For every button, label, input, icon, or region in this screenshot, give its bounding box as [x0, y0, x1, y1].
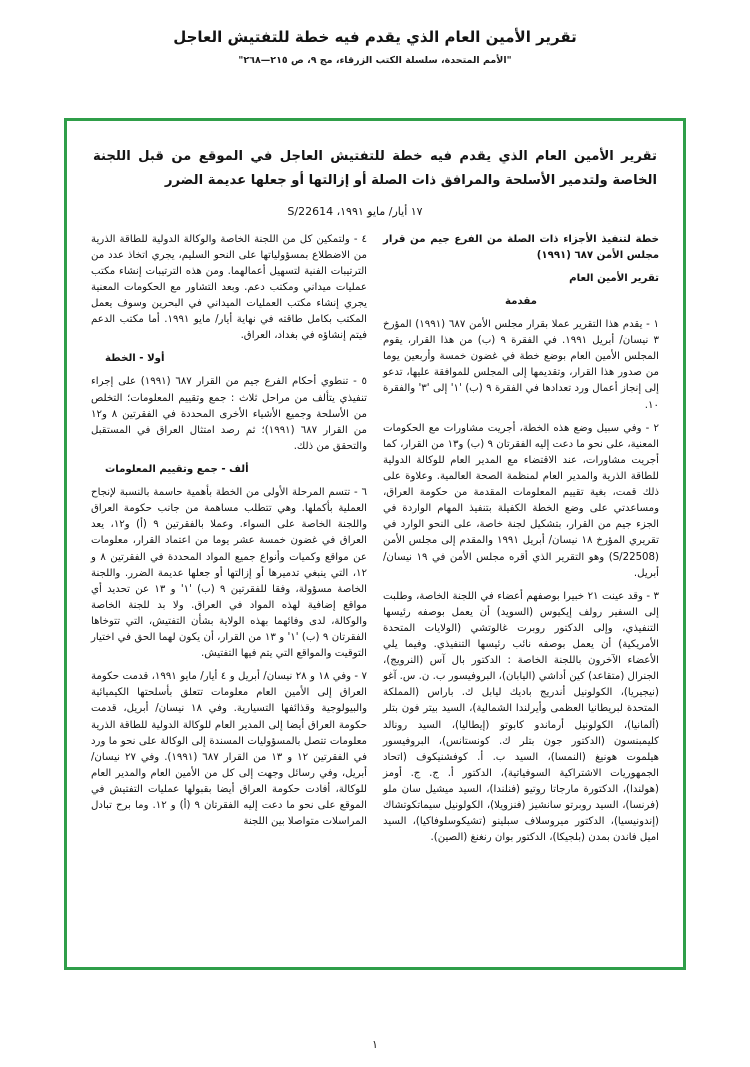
section-heading-alef: ألف - جمع وتقييم المعلومات	[105, 463, 249, 475]
green-border-frame	[64, 118, 686, 970]
introduction-heading: مقدمة	[504, 295, 537, 307]
column-right	[383, 232, 659, 854]
report-by-line: تقرير الأمين العام	[569, 272, 659, 284]
column-left	[91, 232, 367, 854]
section-heading-first: أولا - الخطة	[105, 353, 165, 365]
document-reference: ١٧ أيار/ مايو ١٩٩١، S/22614	[287, 204, 423, 218]
document-heading: تقرير الأمين العام الذي يقدم فيه خطة للتفتيش العاجل في الموقع من قبل اللجنة الخاصة ولتدمير الأسلحة والمرافق ذات الصلة أو إزالتها أو جعلها عديمة الضرر	[93, 149, 657, 188]
page-number: ١	[372, 1038, 378, 1051]
paragraph-4: ٤ - ولتمكين كل من اللجنة الخاصة والوكالة الدولية للطاقة الذرية من الاضطلاع بمسؤولياتها على النحو السليم، يجري اتخاذ عدد من الترتيبات الفنية لتسهيل أعمالهما. ومن هذه الترتيبات إنشاء مكتب عمليات ميداني ومكتب دعم. وبعد التشاور مع الحكومات المعنية يجري إنشاء مكتب العمليات الميداني في البحرين وسوف يعمل المكتب بكامل طاقته في نهاية أيار/ مايو ١٩٩١. أما مكتب الدعم فيتم إنشاؤه في بغداد، العراق.	[91, 233, 367, 342]
page-title: تقرير الأمين العام الذي يقدم فيه خطة للتفتيش العاجل	[173, 28, 577, 46]
paragraph-2: ٢ - وفي سبيل وضع هذه الخطة، أجريت مشاورات مع الحكومات المعنية، على نحو ما دعت إليه الفقرتان ٩ (ب) و١٣ من القرار، كما أجريت مشاورات، عند الاقتضاء مع المدير العام للوكالة الدولية للطاقة الذرية والمدير العام لمنظمة الصحة العالمية. وعلاوة على ذلك قمت، بغية تقييم المعلومات المقدمة من حكومة العراق، ومساعدتي على وضع الخطة الكفيلة بتنفيذ المهام الواردة في الجزء جيم من القرار، بتشكيل لجنة خاصة، على النحو الوارد في تقريري المؤرخ ١٨ نيسان/ أبريل ١٩٩١ والمقدم إلى مجلس الأمن (S/22508) وهو التقرير الذي أقره مجلس الأمن في ١٩ نيسان/ أبريل.	[383, 422, 659, 579]
paragraph-5: ٥ - تنطوي أحكام الفرع جيم من القرار ٦٨٧ (١٩٩١) على إجراء تنفيذي يتألف من مراحل ثلاث : جمع وتقييم المعلومات؛ التخلص من الأسلحة وجميع الأشياء الأخرى المحددة في الفقرتين ٨ و١٢ من القرار ٦٨٧ (١٩٩١)؛ ثم رصد امتثال العراق في المستقبل والتحقق من ذلك.	[91, 376, 367, 452]
paragraph-1: ١ - يقدم هذا التقرير عملا بقرار مجلس الأمن ٦٨٧ (١٩٩١) المؤرخ ٣ نيسان/ أبريل ١٩٩١. في الفقرة ٩ (ب) من هذا القرار، يقوم المجلس الأمين العام بوضع خطة في غضون خمسة وأربعين يوما من صدور هذا القرار، وتقديمها إلى المجلس للموافقة عليها، تدعو إلى إنجاز أعمال ورد تعدادها في الفقرة ٩ (ب) '١' إلى '٣' والفقرة ١٠.	[383, 318, 660, 411]
paragraph-6: ٦ - تتسم المرحلة الأولى من الخطة بأهمية حاسمة بالنسبة لإنجاح العملية بأكملها. وهي تتطلب مساهمة من جانب حكومة العراق واللجنة الخاصة على السواء. وعملا بالفقرتين ٩ (أ) و١٢، يعد العراق في غضون خمسة عشر يوما من اعتماد القرار، معلومات عن مواقع وكميات وأنواع جميع المواد المحددة في الفقرتين ٨ و ١٢، التي ينبغي تدميرها أو إزالتها أو جعلها عديمة الضرر. واللجنة الخاصة مسؤولة، وفقا للفقرتين ٩ (ب) '١' و ١٣ عن تحديد أي مواقع إضافية لهذه المواد في العراق. ولا بد للجنة الخاصة والوكالة، لدى وفائهما بهذه الولاية بشأن التفتيش، التي تتوخاها الفقرتان ٩ (ب) '١' و ١٣ من القرار، أن يكون لهما الحق في اختيار التوقيت والمواقع التي يتم فيها التفتيش.	[91, 487, 368, 660]
subject-heading: خطة لتنفيذ الأجزاء ذات الصلة من الفرع جيم من قرار مجلس الأمن ٦٨٧ (١٩٩١)	[383, 233, 659, 261]
paragraph-7: ٧ - وفي ١٨ و ٢٨ نيسان/ أبريل و ٤ أيار/ مايو ١٩٩١، قدمت حكومة العراق إلى الأمين العام معلومات تتعلق بأسلحتها الكيميائية والبيولوجية وقذائفها التسيارية. وفي ١٨ نيسان/ أبريل، قدمت حكومة العراق أيضا إلى المدير العام للوكالة الدولية للطاقة الذرية معلومات تتصل بالمسؤوليات المسندة إلى الوكالة على نحو ما ورد في الفقرتين ١٢ و ١٣ من القرار ٦٨٧ (١٩٩١). وفي ٢٧ نيسان/ أبريل، وفي رسائل وجهت إلى كل من الأمين العام والمدير العام للوكالة، أفادت حكومة العراق أيضا بقبولها عمليات التفتيش في الموقع على نحو ما دعت إليه الفقرتان ٩ (أ) و ١٢. وما برح تبادل المراسلات متواصلا بين اللجنة	[91, 671, 368, 828]
paragraph-3: ٣ - وقد عينت ٢١ خبيرا بوصفهم أعضاء في اللجنة الخاصة، وطلبت إلى السفير رولف إيكيوس (السويد) أن يعمل بوصفه رئيسها التنفيذي، وإلى الدكتور روبرت غالوتشي (الولايات المتحدة الأمريكية) أن يعمل بوصفه نائب رئيسها التنفيذي. وفيما يلي الأعضاء الآخرون باللجنة الخاصة : الدكتور بال آس (النرويج)، الجنرال (متقاعد) كين أداشي (اليابان)، البروفيسور ب. ن. س. آغو (نيجيريا)، الكولونيل أندريج باديك ليابل ك. باراس (المملكة المتحدة لبريطانيا العظمى وأيرلندا الشمالية)، السيد بيتر فون بتلر (ألمانيا)، الكولونيل أرماندو كابوتو (إيطاليا)، السيد رونالد كليمبنسون (الدكتور جون بتلر ك. كونستانس)، البروفيسور هيلموت هونيغ (النمسا)، السيد ب. أ. كوفشنيكوف (اتحاد الجمهوريات الاشتراكية السوفياتية)، الدكتور أ. ج. ج. أومز (هولندا)، الدكتورة مارجاتا روتيو (فنلندا)، السيد ميشيل سان ملو (فرنسا)، السيد روبرتو سانشيز (فنزويلا)، الكولونيل سيماتكوتشاك (إندونيسيا)، الدكتور ميروسلاف سبلينو (تشيكوسلوفاكيا)، السيد اميل فاندن بمدن (بلجيكا)، الدكتور بوان رنغنغ (الصين).	[383, 590, 659, 844]
two-column-text	[91, 232, 659, 854]
page-subtitle: "الأمم المتحدة، سلسلة الكتب الزرقاء، مج ٩، ص ٢١٥—٢٦٨"	[238, 55, 512, 66]
